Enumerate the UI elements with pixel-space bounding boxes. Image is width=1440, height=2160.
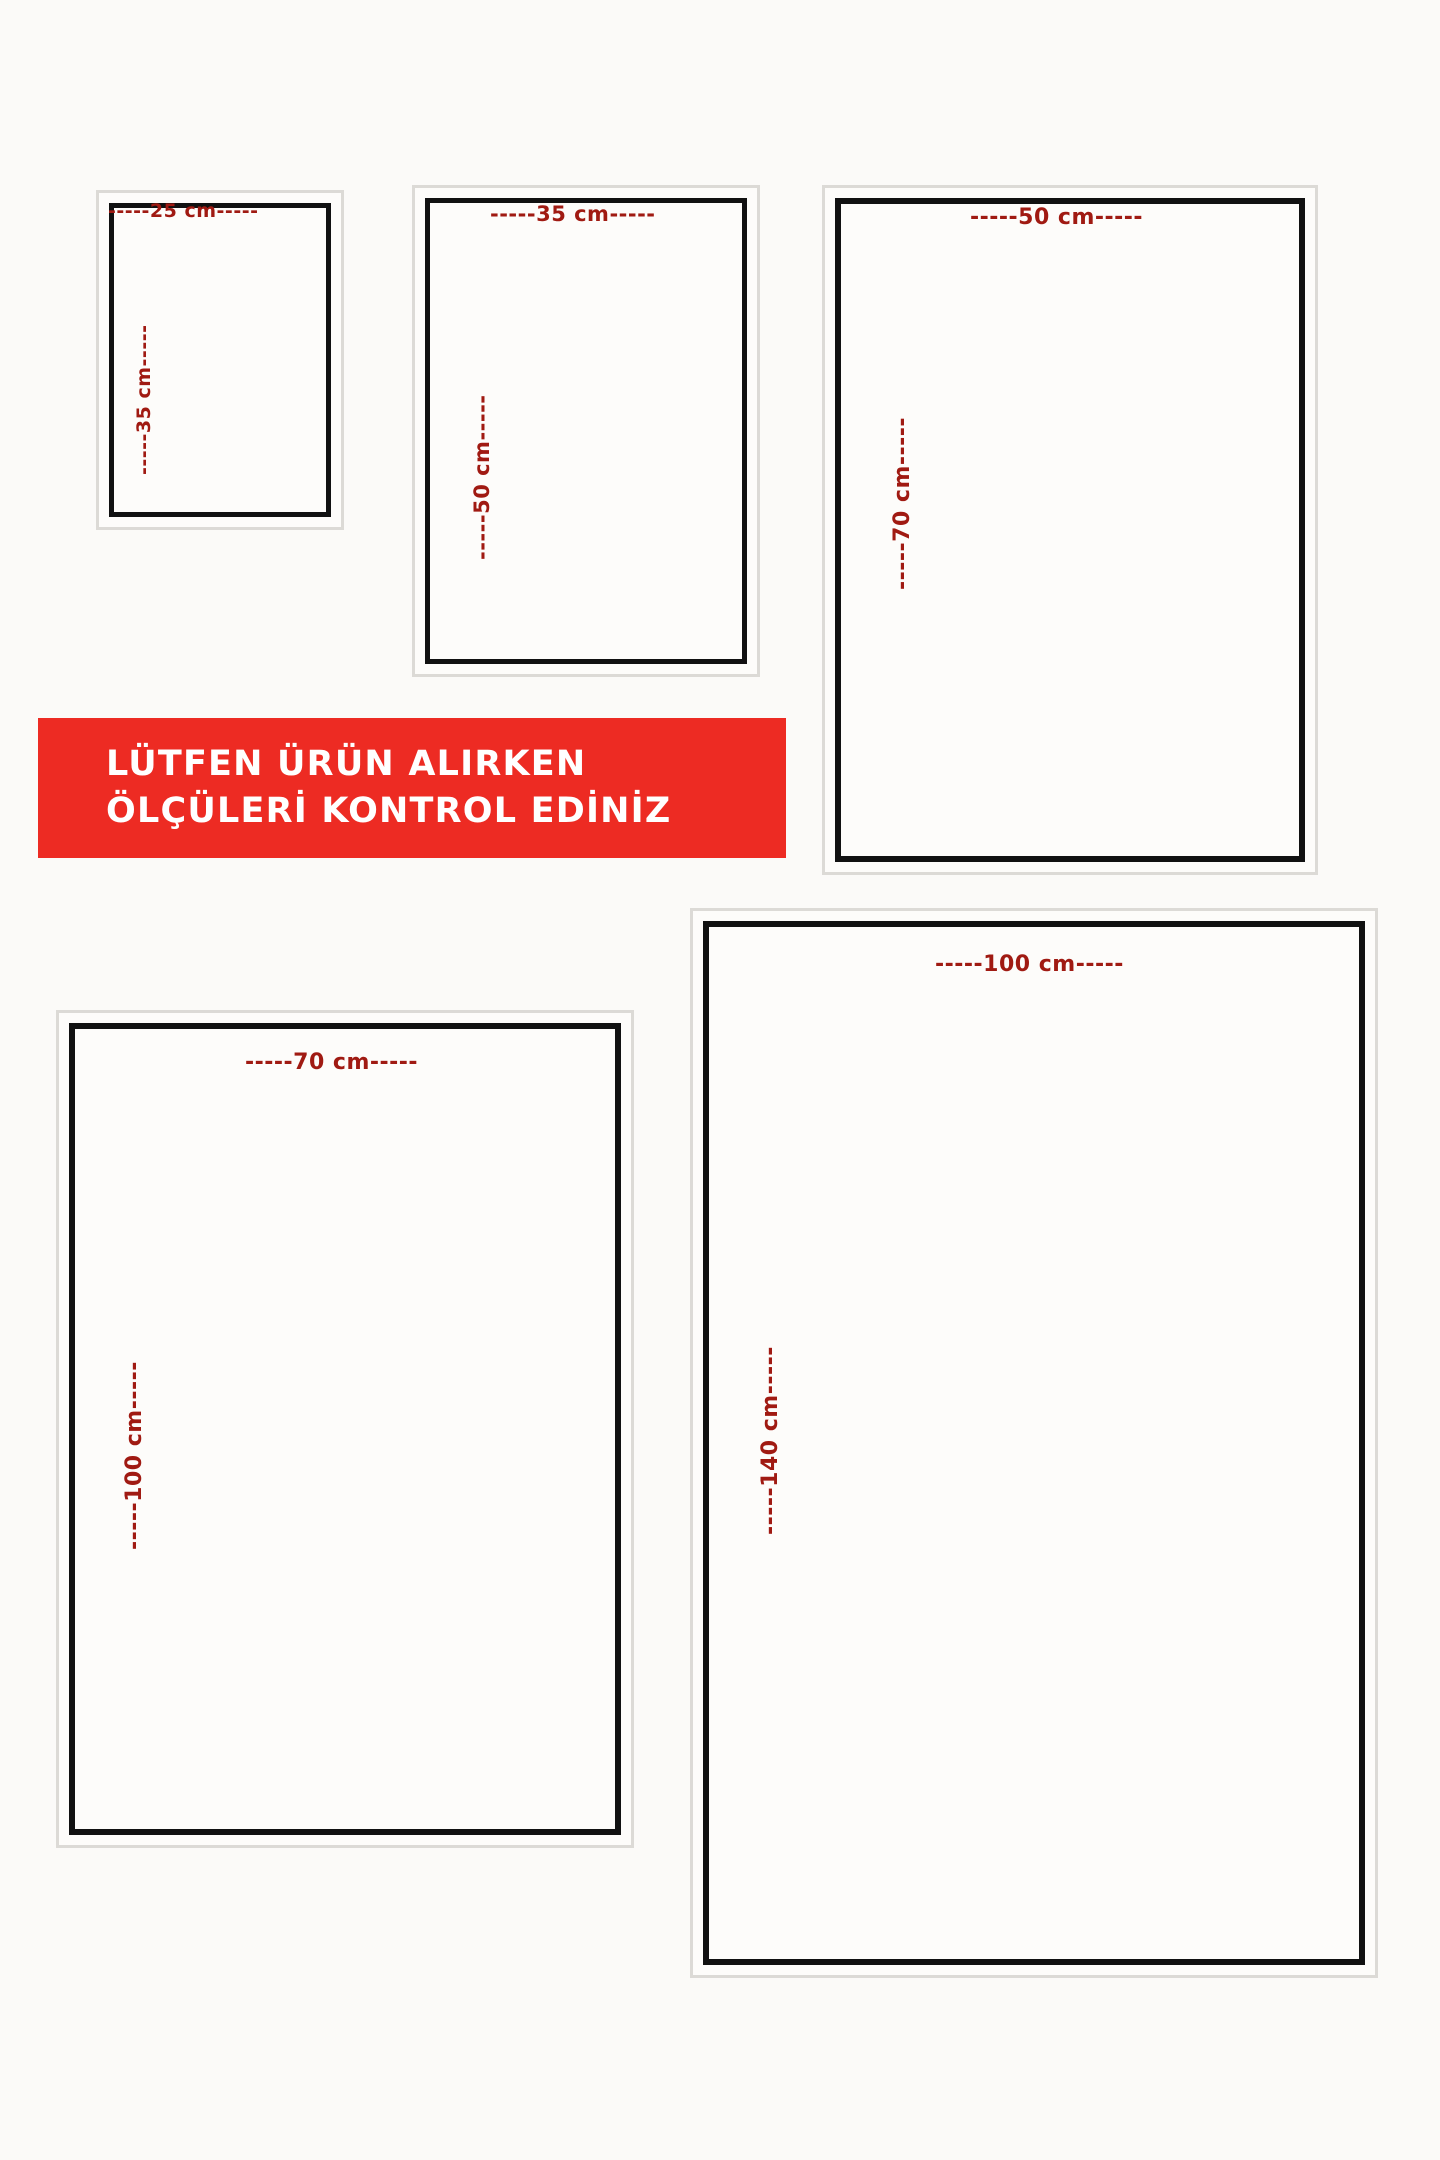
frame-100x140-height-label: -----140 cm----- [758, 1346, 783, 1535]
warning-line-1: LÜTFEN ÜRÜN ALIRKEN [106, 743, 587, 784]
warning-banner [38, 718, 786, 858]
frame-35x50-height-label: -----50 cm----- [470, 394, 494, 560]
frame-100x140-inner [703, 921, 1365, 1965]
frame-25x35-height-label: -----35 cm----- [133, 324, 155, 475]
frame-35x50-width-label: -----35 cm----- [490, 202, 656, 226]
frame-25x35-width-label: -----25 cm----- [108, 200, 259, 222]
frame-50x70-width-label: -----50 cm----- [970, 205, 1144, 230]
frame-70x100-inner [69, 1023, 621, 1835]
warning-line-2: ÖLÇÜLERİ KONTROL EDİNİZ [106, 791, 672, 831]
frame-70x100-width-label: -----70 cm----- [245, 1050, 419, 1075]
frame-100x140 [690, 908, 1378, 1978]
frame-100x140-width-label: -----100 cm----- [935, 952, 1124, 977]
frame-35x50 [412, 185, 760, 677]
frame-50x70-height-label: -----70 cm----- [890, 416, 915, 590]
frame-70x100-height-label: -----100 cm----- [122, 1361, 147, 1550]
